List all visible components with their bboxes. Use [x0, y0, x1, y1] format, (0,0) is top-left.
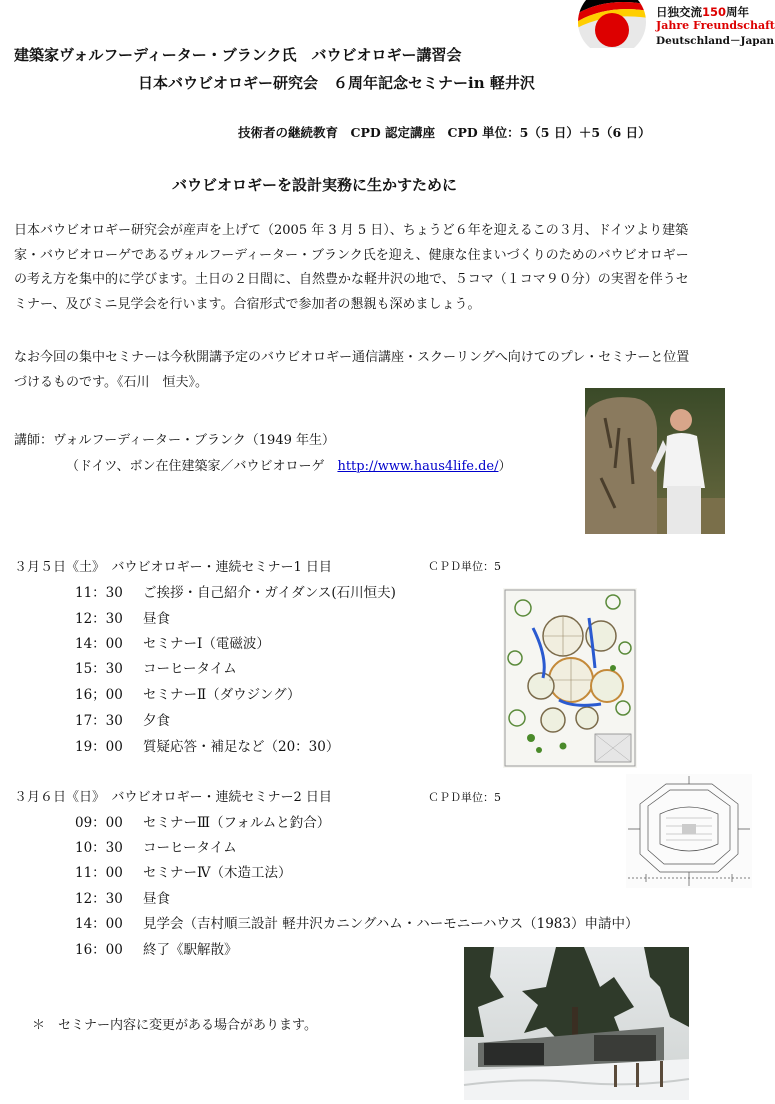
lecturer-detail: （ドイツ、ボン在住建築家／バウビオローゲ [66, 459, 338, 474]
day1-time: 14：00 [75, 636, 123, 652]
day2-item [75, 912, 639, 932]
day1-text: 質疑応答・補足など（20：30） [143, 739, 340, 755]
logo-line1a: 日独交流 [656, 5, 702, 19]
day1-text: 夕食 [143, 713, 170, 729]
day1-time: 17：30 [75, 713, 123, 729]
day1-item [75, 683, 300, 703]
day2-item [75, 836, 237, 856]
day2-cpd: ＣＰＤ単位：5 [428, 791, 501, 804]
day1-cpd: ＣＰＤ単位：5 [428, 560, 501, 573]
day1-text: セミナーⅠ（電磁波） [143, 636, 270, 652]
day2-item [75, 938, 238, 958]
day1-time: 12：30 [75, 611, 123, 627]
intro-paragraph-2: なお今回の集中セミナーは今秋開講予定のバウビオロギー通信講座・スクーリングへ向けてのプレ・セミナーと位置づけるものです。《石川 恒夫》。 [14, 350, 690, 390]
logo-line1b: 150 [702, 5, 727, 19]
change-note: ＊ セミナー内容に変更がある場合があります。 [32, 1018, 317, 1033]
day2-text: 見学会（吉村順三設計 軽井沢カニングハム・ハーモニーハウス（1983）申請中） [143, 916, 639, 932]
day1-item [75, 581, 396, 601]
day2-text: セミナーⅢ（フォルムと釣合） [143, 815, 331, 831]
day2-text: コーヒータイム [143, 840, 237, 856]
day1-time: 16；00 [75, 687, 123, 703]
flag-circle-icon [575, 0, 649, 46]
logo-line1c: 周年 [726, 5, 750, 19]
day1-item [75, 607, 170, 627]
lecturer-photo [585, 388, 725, 534]
logo-line2: Jahre Freundschaft [656, 19, 775, 32]
day1-time: 11：30 [75, 585, 123, 601]
day2-item [75, 811, 330, 831]
lecturer-website-link[interactable]: http://www.haus4life.de/ [337, 459, 499, 474]
floor-plan-drawing [626, 774, 752, 888]
day2-text: 終了《駅解散》 [143, 942, 238, 958]
header-title-2: 日本バウビオロギー研究会 ６周年記念セミナーin 軽井沢 [138, 74, 535, 92]
day2-time: 11：00 [75, 865, 123, 881]
lecturer-label: 講師：ヴォルフーディーター・ブランク（1949 年生） [14, 433, 336, 448]
day2-text: 昼食 [143, 891, 170, 907]
intro-paragraph-1: 日本バウビオロギー研究会が産声を上げて（2005 年 3 月 5 日）、ちょうど６年を迎えるこの３月、ドイツより建築家・バウビオローゲであるヴォルフーディーター・ブランク氏を迎え、健康な住まいづくりのためのバウビオロギーの考え方を集中的に学びます。土日の２日間に、自然豊かな軽井沢の地で、５コマ（１コマ９０分）の実習を伴うセミナー、及びミニ見学会を行います。合宿形式で参加者の懇親も深めましょう。 [14, 223, 689, 312]
day1-text: ご挨拶・自己紹介・ガイダンス(石川恒夫) [143, 585, 396, 601]
day2-item [75, 887, 170, 907]
day1-text: セミナーⅡ（ダウジング） [143, 687, 301, 703]
day2-time: 09：00 [75, 815, 123, 831]
day2-time: 10：30 [75, 840, 123, 856]
day1-item [75, 735, 339, 755]
day1-heading: ３月５日《土》 バウビオロギー・連続セミナー1 日目 [14, 560, 332, 575]
day1-item [75, 657, 237, 677]
cpd-info: 技術者の継続教育 CPD 認定講座 CPD 単位：5（5 日）＋5（6 日） [238, 125, 651, 140]
logo-line3: Deutschland－Japan [656, 35, 775, 47]
day2-time: 16：00 [75, 942, 123, 958]
site-plan-drawing [503, 588, 637, 768]
day1-time: 19：00 [75, 739, 123, 755]
page-subtitle: バウビオロギーを設計実務に生かすために [172, 176, 458, 194]
day2-item [75, 861, 292, 881]
day2-time: 14：00 [75, 916, 123, 932]
day1-item [75, 709, 170, 729]
day2-text: セミナーⅣ（木造工法） [143, 865, 292, 881]
header-title-1: 建築家ヴォルフーディーター・ブランク氏 バウビオロギー講習会 [14, 46, 462, 64]
house-photo [464, 947, 689, 1100]
day1-item [75, 632, 270, 652]
day1-time: 15：30 [75, 661, 123, 677]
lecturer-close: ） [498, 459, 512, 474]
day1-text: コーヒータイム [143, 661, 237, 677]
day2-time: 12：30 [75, 891, 123, 907]
day2-heading: ３月６日《日》 バウビオロギー・連続セミナー2 日目 [14, 790, 332, 805]
lecturer-detail-line [66, 455, 512, 474]
day1-text: 昼食 [143, 611, 170, 627]
